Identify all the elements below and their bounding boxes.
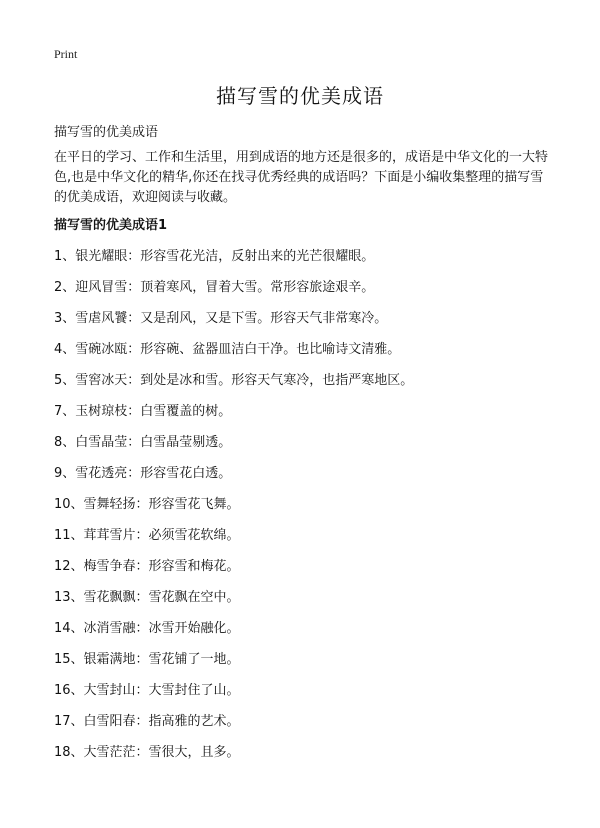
- list-item: 5、雪窖冰天：到处是冰和雪。形容天气寒冷，也指严寒地区。: [54, 373, 414, 388]
- intro-paragraph: 在平日的学习、工作和生活里，用到成语的地方还是很多的，成语是中华文化的一大特色,也是中华文化的精华,你还在找寻优秀经典的成语吗？下面是小编收集整理的描写雪的优美成语，欢迎阅读与收藏。: [54, 150, 549, 205]
- list-item: 18、大雪茫茫：雪很大，且多。: [54, 745, 240, 760]
- list-item: 2、迎风冒雪：顶着寒风，冒着大雪。常形容旅途艰辛。: [54, 280, 375, 295]
- list-item: 8、白雪晶莹：白雪晶莹剔透。: [54, 435, 232, 450]
- list-item: 16、大雪封山：大雪封住了山。: [54, 683, 240, 698]
- list-item: 14、冰消雪融：冰雪开始融化。: [54, 621, 240, 636]
- list-item: 17、白雪阳春：指高雅的艺术。: [54, 714, 240, 729]
- list-item: 11、茸茸雪片：必须雪花软绵。: [54, 528, 240, 543]
- document-subtitle: 描写雪的优美成语: [54, 125, 159, 140]
- page-title: 描写雪的优美成语: [216, 84, 384, 108]
- list-item: 10、雪舞轻扬：形容雪花飞舞。: [54, 497, 240, 512]
- list-item: 15、银霜满地：雪花铺了一地。: [54, 652, 240, 667]
- list-item: 13、雪花飘飘：雪花飘在空中。: [54, 590, 240, 605]
- list-item: 4、雪碗冰瓯：形容碗、盆器皿洁白干净。也比喻诗文清雅。: [54, 342, 401, 357]
- list-item: 9、雪花透亮：形容雪花白透。: [54, 466, 232, 481]
- list-item: 7、玉树琼枝：白雪覆盖的树。: [54, 404, 232, 419]
- list-item: 1、银光耀眼：形容雪花光洁，反射出来的光芒很耀眼。: [54, 249, 375, 264]
- section-heading: 描写雪的优美成语1: [54, 218, 168, 233]
- idiom-list: [54, 247, 574, 774]
- print-link[interactable]: Print: [54, 47, 78, 61]
- list-item: 3、雪虐风饕：又是刮风，又是下雪。形容天气非常寒冷。: [54, 311, 388, 326]
- list-item: 12、梅雪争春：形容雪和梅花。: [54, 559, 240, 574]
